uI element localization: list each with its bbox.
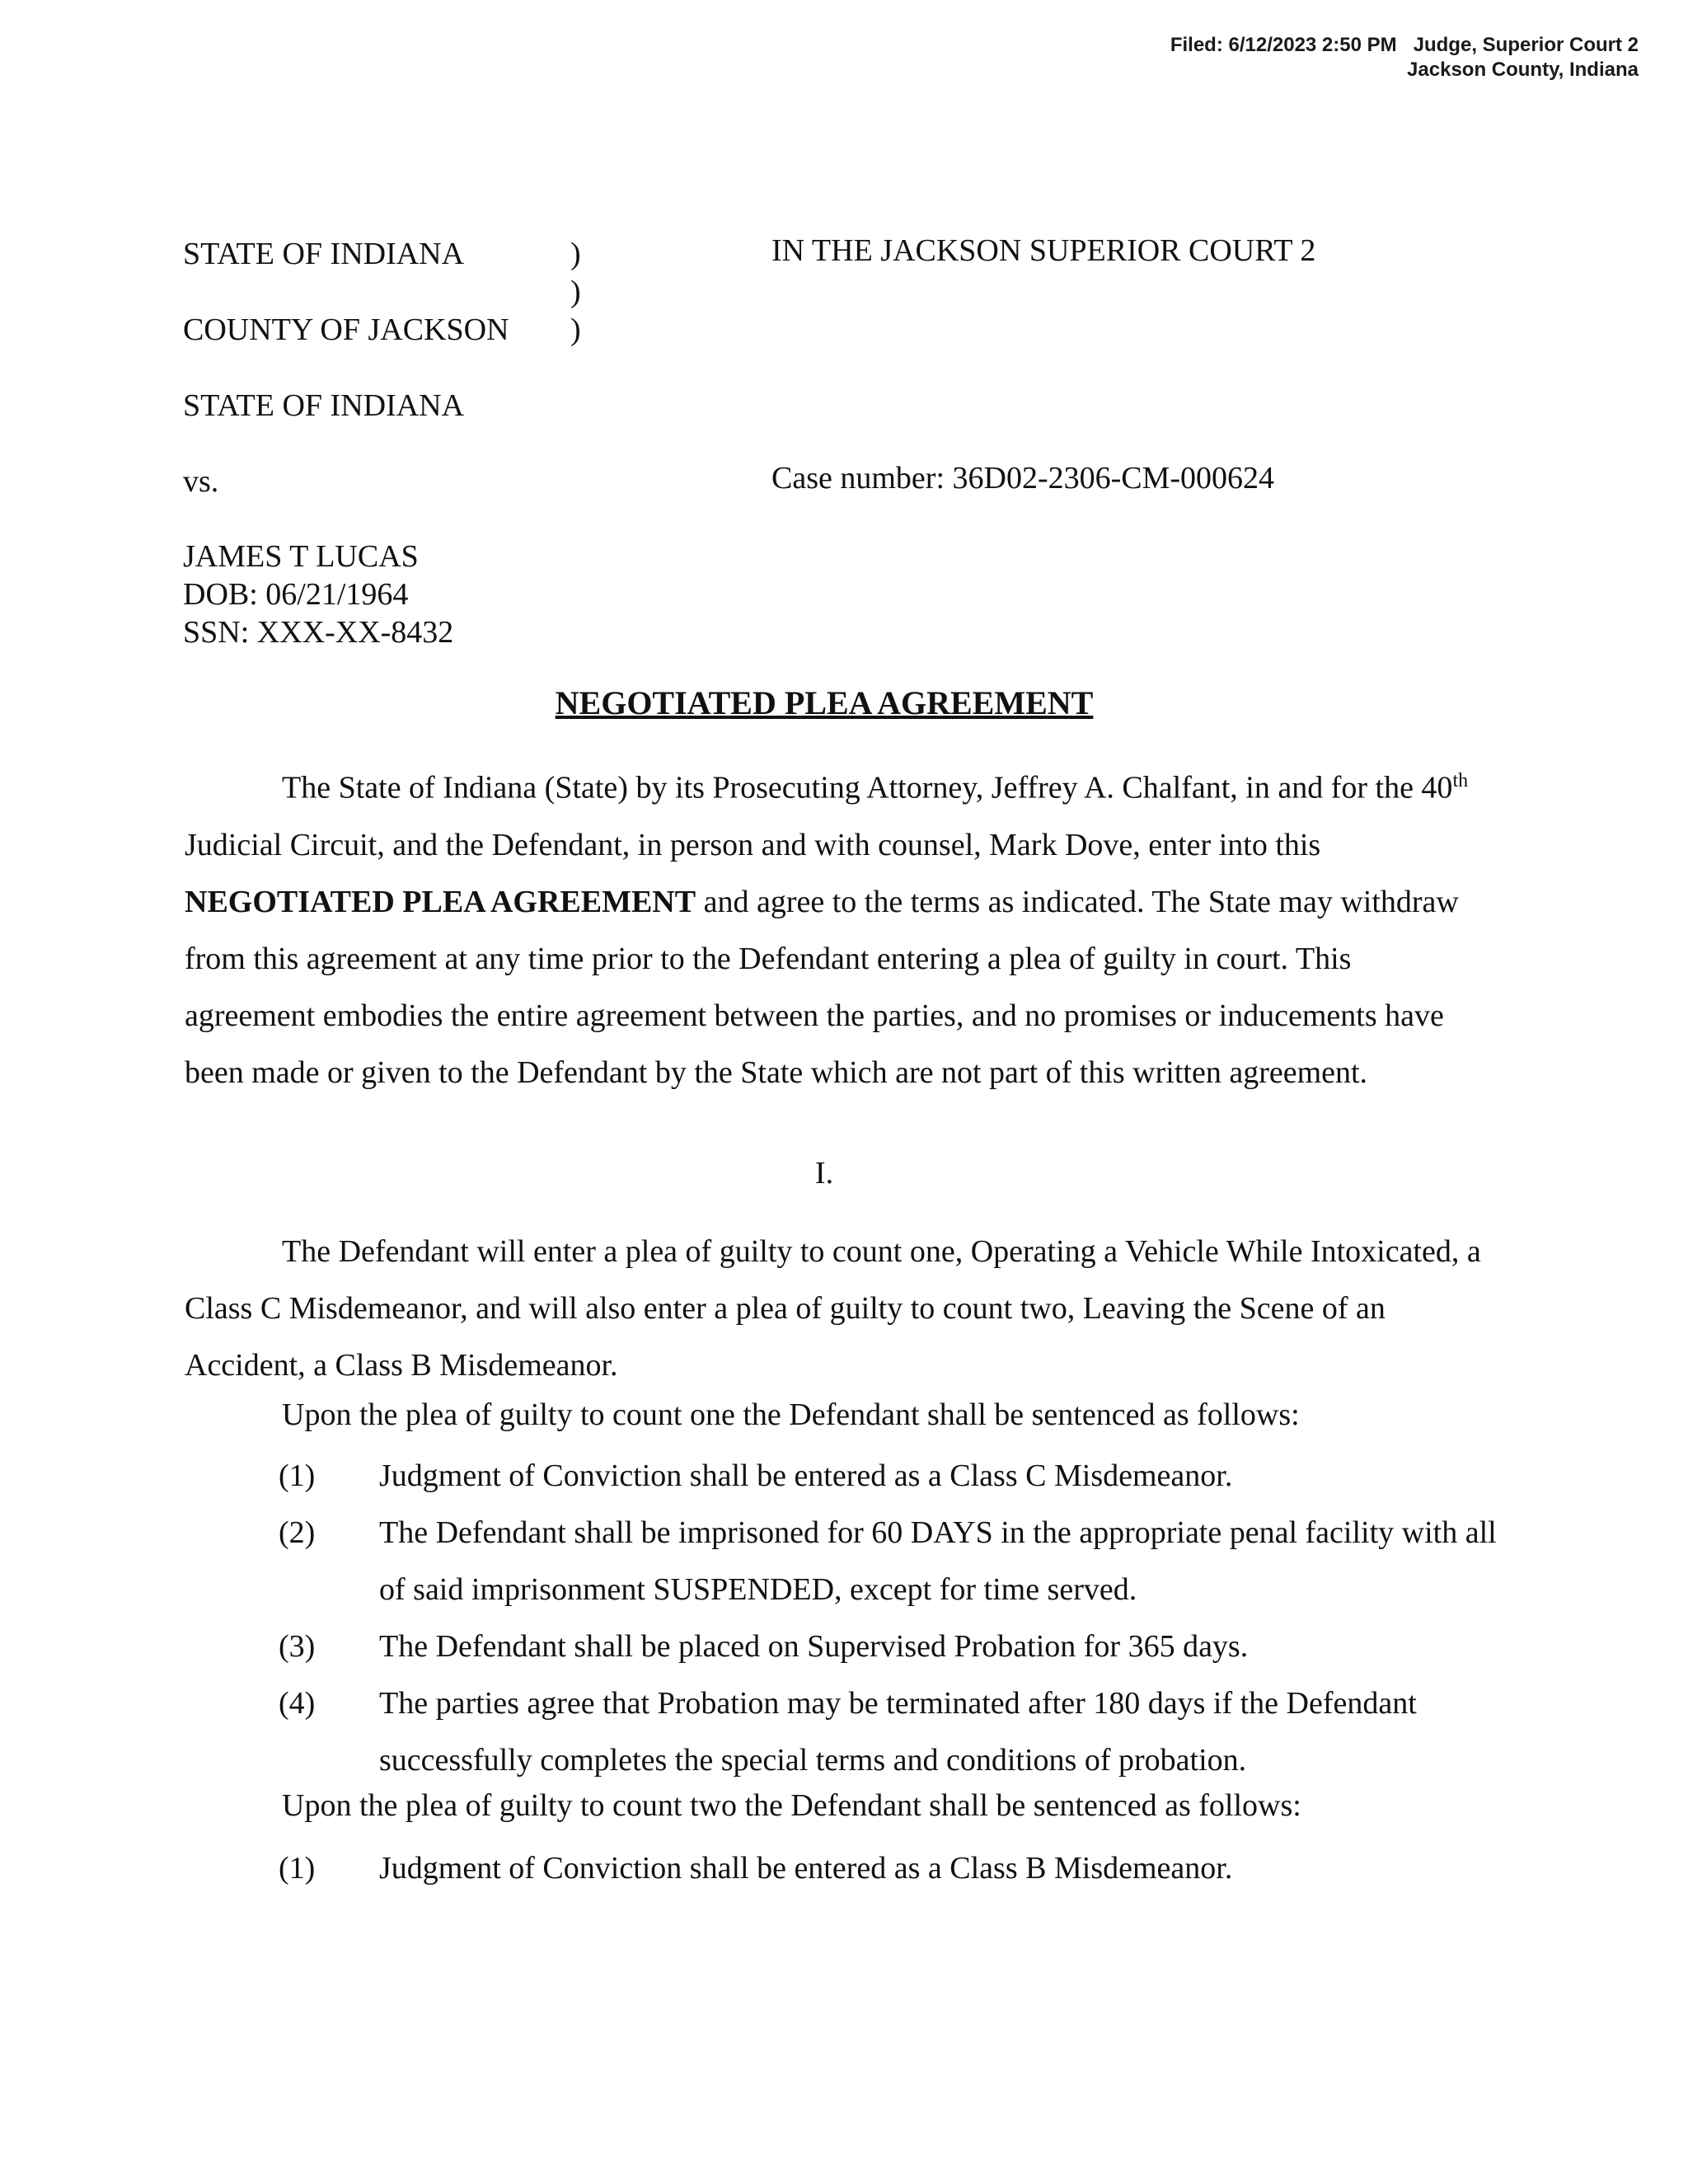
count-one-item-1: [279, 1448, 1498, 1505]
item-number: (4): [279, 1686, 316, 1721]
caption-court: IN THE JACKSON SUPERIOR COURT 2: [771, 233, 1316, 268]
filing-stamp-line-2: Jackson County, Indiana: [1407, 59, 1639, 81]
item-number: (1): [279, 1851, 316, 1886]
item-number: (2): [279, 1515, 316, 1550]
count-one-item-2: [279, 1505, 1498, 1618]
caption-state: STATE OF INDIANA: [183, 237, 465, 271]
preamble-text-3: and agree to the terms as indicated. The State may withdraw from this agreement at any time prior to the Defendant entering a plea of guilty in court. This agreement embodies the entire agreement between the parties, and no promises or inducements have been made or given to the Defendant by the State which are not part of this written agreement.: [185, 884, 1459, 1090]
preamble-paragraph: [185, 753, 1487, 1101]
filing-stamp: [1170, 33, 1639, 82]
preamble-superscript: th: [1452, 770, 1469, 791]
section-number: I.: [814, 1156, 834, 1191]
item-text: The Defendant shall be imprisoned for 60 DAYS in the appropriate penal facility with all of said imprisonment SUSPENDED, except for time served.: [379, 1515, 1497, 1607]
caption-county: COUNTY OF JACKSON: [183, 312, 509, 347]
case-number: Case number: 36D02-2306-CM-000624: [771, 461, 1275, 496]
item-text: The parties agree that Probation may be terminated after 180 days if the Defendant successfully completes the special terms and conditions of probation.: [379, 1686, 1417, 1778]
item-text: The Defendant shall be placed on Supervised Probation for 365 days.: [379, 1629, 1249, 1664]
caption-paren-1: ): [570, 237, 581, 271]
caption-vs: vs.: [183, 464, 219, 499]
document-title: NEGOTIATED PLEA AGREEMENT: [555, 684, 1094, 721]
caption-paren-2: ): [570, 275, 581, 309]
preamble-bold-title: NEGOTIATED PLEA AGREEMENT: [185, 884, 696, 919]
defendant-ssn: SSN: XXX-XX-8432: [183, 615, 454, 650]
preamble-text-2: Judicial Circuit, and the Defendant, in person and with counsel, Mark Dove, enter into this: [185, 827, 1321, 862]
item-number: (3): [279, 1629, 316, 1664]
item-text: Judgment of Conviction shall be entered as a Class C Misdemeanor.: [379, 1458, 1233, 1493]
defendant-dob: DOB: 06/21/1964: [183, 577, 409, 612]
count-two-item-1: [279, 1840, 1498, 1897]
plea-text: The Defendant will enter a plea of guilty to count one, Operating a Vehicle While Intoxicated, a Class C Misdemeanor, and will also enter a plea of guilty to count two, Leaving the Scene of an Accident, a Class B Misdemeanor.: [185, 1234, 1481, 1383]
preamble-text-1: The State of Indiana (State) by its Prosecuting Attorney, Jeffrey A. Chalfant, in and for the 40: [282, 770, 1453, 805]
count-one-item-3: [279, 1618, 1498, 1675]
defendant-name: JAMES T LUCAS: [183, 539, 419, 574]
item-number: (1): [279, 1458, 316, 1493]
caption-plaintiff: STATE OF INDIANA: [183, 388, 465, 423]
count-one-item-4: [279, 1675, 1498, 1789]
count-one-intro: Upon the plea of guilty to count one the Defendant shall be sentenced as follows:: [282, 1397, 1300, 1432]
plea-paragraph: [185, 1224, 1487, 1394]
count-two-intro: Upon the plea of guilty to count two the Defendant shall be sentenced as follows:: [282, 1788, 1301, 1823]
item-text: Judgment of Conviction shall be entered as a Class B Misdemeanor.: [379, 1851, 1233, 1886]
caption-paren-3: ): [570, 312, 581, 347]
filing-stamp-line-1: Filed: 6/12/2023 2:50 PM Judge, Superior Court 2: [1170, 34, 1639, 56]
